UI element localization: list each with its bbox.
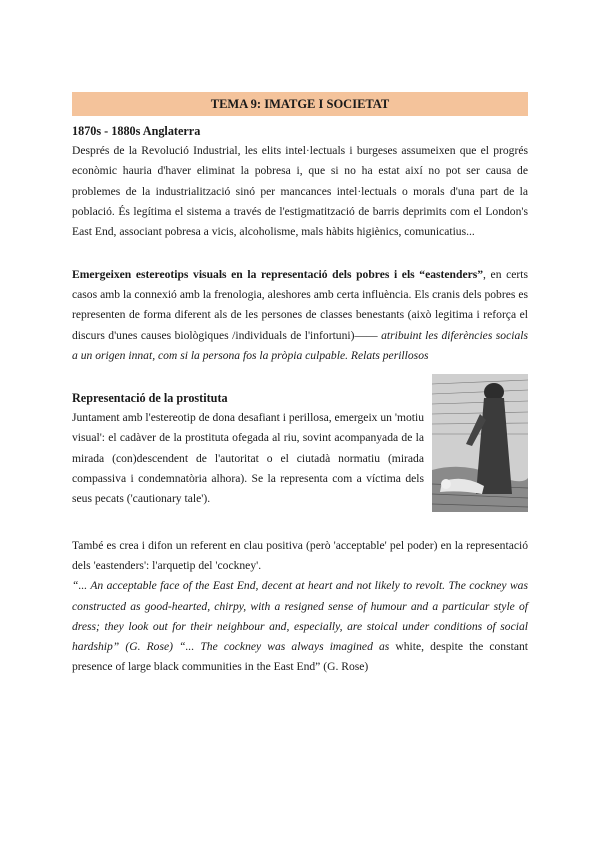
quote-rose-2-end: white, despite the constant presence of large black communities in the East End” (G. Rose): [72, 640, 528, 674]
section-italic-note: atribuint les diferències socials a un origen innat, com si la persona fos la pròpia culpable. Relats perillosos: [72, 328, 528, 362]
section-paragraph: També es crea i difon un referent en clau positiva (però 'acceptable' pel poder) en la representació dels 'eastenders': l'arquetip del 'cockney'.: [72, 539, 528, 573]
section-cockney: [72, 536, 528, 677]
quote-rose-1: “... An acceptable face of the East End, decent at heart and not likely to revolt. The cockney was constructed as good-hearted, chirpy, with a resigned sense of humour and a particular style of dress; they look out for their neighbour and, especially, are stoical under conditions of social hardship” (G. Rose): [72, 579, 528, 654]
section-heading: Representació de la prostituta: [72, 391, 228, 405]
section-heading: 1870s - 1880s Anglaterra: [72, 124, 201, 138]
section-paragraph: , en certs casos amb la connexió amb la frenologia, aleshores amb certa influència. Els cranis dels pobres es representen de forma diferent als de les persones de classes benestants (això legitima i reforça el discurs d'unes causes biològiques /individuals de l'infortuni)——: [72, 268, 528, 342]
page-title: TEMA 9: IMATGE I SOCIETAT: [72, 92, 528, 116]
section-paragraph: Juntament amb l'estereotip de dona desafiant i perillosa, emergeix un 'motiu visual': el cadàver de la prostituta ofegada al riu, sovint acompanyada de la mirada (con)descendent de l'autoritat o el ciutadà normatiu (mirada compassiva i condemnatòria alhora). Se la representa com a víctima dels seus pecats ('cautionary tale').: [72, 411, 425, 506]
section-stereotypes: [72, 265, 528, 366]
section-prostitute: [72, 388, 424, 509]
section-england: [72, 121, 528, 242]
section-paragraph: Després de la Revolució Industrial, les elits intel·lectuals i burgeses assumeixen que el progrés econòmic hauria d'haver eliminat la pobresa i, que si no ha estat així no pot ser causa de problemes de la industrialització sinó per mancances intel·lectuals o morals d'una part de la població. És legítima el sistema a través de l'estigmatització de barris deprimits com el London's East End, associant pobresa a vicis, alcoholisme, mals hàbits higiènics, comunicatius...: [72, 144, 528, 239]
quote-rose-2-start: “... The cockney was always imagined as: [172, 640, 396, 654]
engraving-illustration: [432, 374, 528, 512]
section-lead: Emergeixen estereotips visuals en la representació dels pobres i els “eastenders”: [72, 268, 484, 281]
quote-paragraph: [72, 576, 528, 677]
